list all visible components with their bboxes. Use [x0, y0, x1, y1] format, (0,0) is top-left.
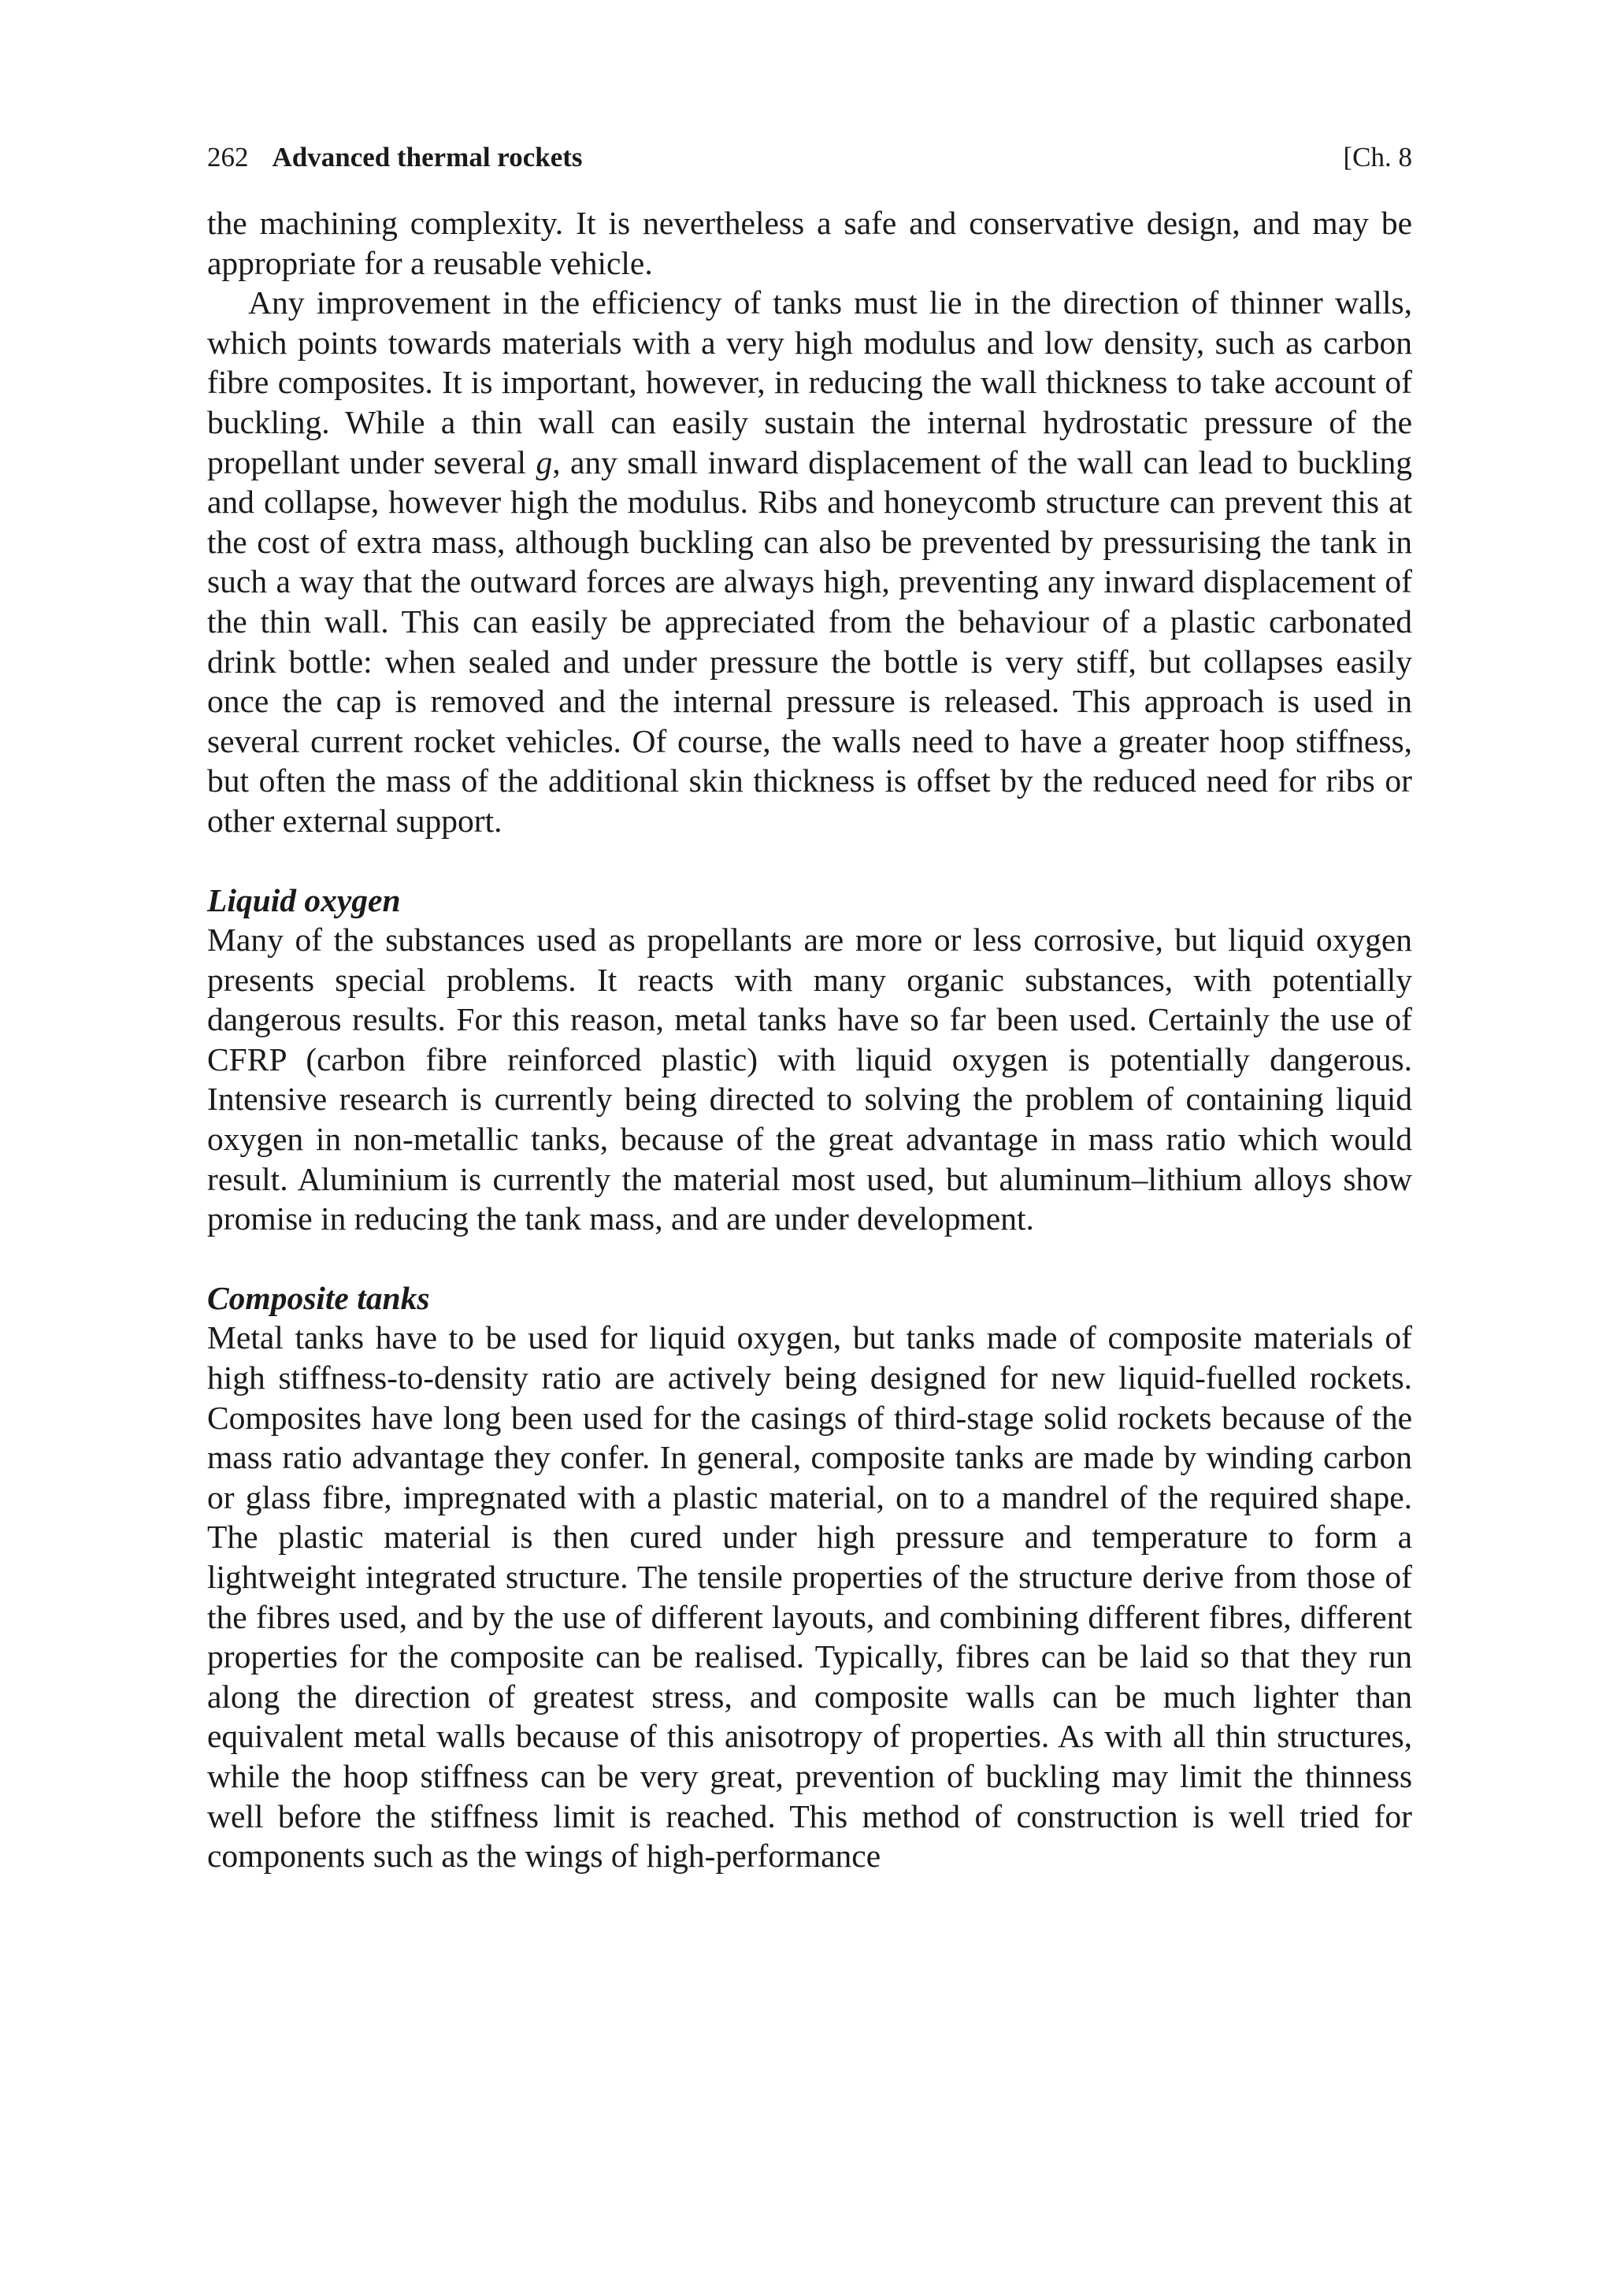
running-head: [207, 140, 1412, 175]
running-title: Advanced thermal rockets: [272, 142, 583, 172]
section-heading-liquid-oxygen: Liquid oxygen: [207, 881, 401, 918]
paragraph-continuation: the machining complexity. It is nevertheless a safe and conservative design, and may be appropriate for a reusable vehicle.: [207, 205, 1412, 281]
chapter-label: [Ch. 8: [1343, 142, 1412, 172]
book-page: [207, 140, 1412, 1876]
paragraph-tank-efficiency: [207, 283, 1412, 840]
paragraph-liquid-oxygen: Many of the substances used as propellants are more or less corrosive, but liquid oxygen presents special problems. It reacts with many organic substances, with potentially dangerous results. For this reason, metal tanks have so far been used. Certainly the use of CFRP (carbon fibre reinforced plastic) with liquid oxygen is potentially dangerous. Intensive research is currently being directed to solving the problem of containing liquid oxygen in non-metallic tanks, because of the great advantage in mass ratio which would result. Aluminium is currently the material most used, but aluminum–lithium alloys show promise in reducing the tank mass, and are under development.: [207, 922, 1412, 1237]
variable-g: g: [536, 443, 553, 480]
page-number: 262: [207, 142, 249, 172]
running-head-left: [207, 140, 583, 175]
paragraph-text: , any small inward displacement of the wall can lead to buckling and collapse, however high the modulus. Ribs and honeycomb structure can prevent this at the cost of extra mass, although buckling can also be prevented by pressurising the tank in such a way that the outward forces are always high, preventing any inward displacement of the thin wall. This can easily be appreciated from the behaviour of a plastic carbonated drink bottle: when sealed and under pressure the bottle is very stiff, but collapses easily once the cap is removed and the internal pressure is released. This approach is used in several current rocket vehicles. Of course, the walls need to have a greater hoop stiffness, but often the mass of the additional skin thickness is offset by the reduced need for ribs or other external support.: [207, 443, 1412, 839]
paragraph-composite-tanks: Metal tanks have to be used for liquid oxygen, but tanks made of composite materials of high stiffness-to-density ratio are actively being designed for new liquid-fuelled rockets. Composites have long been used for the casings of third-stage solid rockets because of the mass ratio advantage they confer. In general, composite tanks are made by winding carbon or glass fibre, impregnated with a plastic material, on to a mandrel of the required shape. The plastic material is then cured under high pressure and temperature to form a lightweight integrated structure. The tensile properties of the structure derive from those of the fibres used, and by the use of different layouts, and combining different fibres, different properties for the composite can be realised. Typically, fibres can be laid so that they run along the direction of greatest stress, and composite walls can be much lighter than equivalent metal walls because of this anisotropy of properties. As with all thin structures, while the hoop stiffness can be very great, prevention of buckling may limit the thinness well before the stiffness limit is reached. This method of construction is well tried for components such as the wings of high-performance: [207, 1319, 1412, 1875]
section-heading-composite-tanks: Composite tanks: [207, 1279, 430, 1316]
paragraph-text: Any improvement in the efficiency of tanks must lie in the direction of thinner walls, which points towards materials with a very high modulus and low density, such as carbon fibre composites. It is important, however, in reducing the wall thickness to take account of buckling. While a thin wall can easily sustain the internal hydrostatic pressure of the propellant under several: [207, 284, 1412, 480]
